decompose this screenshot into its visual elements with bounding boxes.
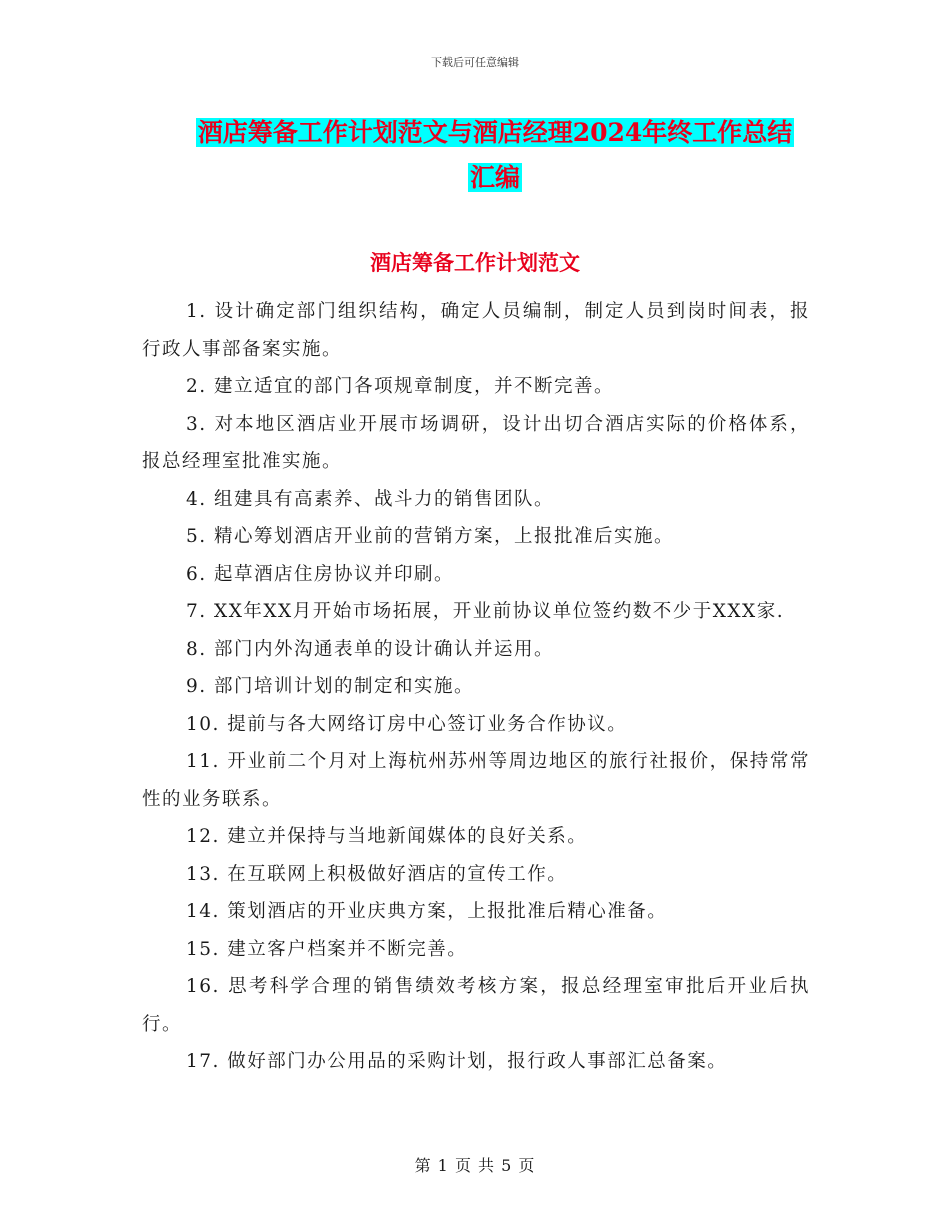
list-item: 16. 思考科学合理的销售绩效考核方案，报总经理室审批后开业后执行。 [142, 976, 810, 1035]
list-item: 14. 策划酒店的开业庆典方案，上报批准后精心准备。 [186, 901, 668, 922]
header-note: 下载后可任意编辑 [431, 56, 519, 69]
list-item: 12. 建立并保持与当地新闻媒体的良好关系。 [186, 826, 588, 847]
plan-item-list [142, 293, 810, 1081]
list-item: 17. 做好部门办公用品的采购计划，报行政人事部汇总备案。 [186, 1051, 728, 1072]
list-item: 3. 对本地区酒店业开展市场调研，设计出切合酒店实际的价格体系，报总经理室批准实施。 [142, 413, 810, 472]
list-item: 11. 开业前二个月对上海杭州苏州等周边地区的旅行社报价，保持常常性的业务联系。 [142, 751, 810, 810]
title-line-2: 汇编 [469, 163, 520, 192]
page-footer: 第 1 页 共 5 页 [414, 1156, 536, 1175]
list-item: 7. XX年XX月开始市场拓展，开业前协议单位签约数不少于XXX家. [186, 601, 785, 622]
list-item: 9. 部门培训计划的制定和实施。 [186, 676, 475, 697]
title-line-1: 酒店筹备工作计划范文与酒店经理2024年终工作总结 [197, 118, 793, 147]
list-item: 15. 建立客户档案并不断完善。 [186, 938, 468, 960]
list-item: 8. 部门内外沟通表单的设计确认并运用。 [186, 638, 555, 660]
section-title: 酒店筹备工作计划范文 [370, 250, 580, 275]
list-item: 10. 提前与各大网络订房中心签订业务合作协议。 [186, 713, 628, 735]
list-item: 5. 精心筹划酒店开业前的营销方案，上报批准后实施。 [186, 526, 675, 547]
list-item: 1. 设计确定部门组织结构，确定人员编制，制定人员到岗时间表，报行政人事部备案实施。 [142, 301, 810, 360]
list-item: 2. 建立适宜的部门各项规章制度，并不断完善。 [186, 376, 615, 397]
list-item: 13. 在互联网上积极做好酒店的宣传工作。 [186, 863, 568, 885]
list-item: 4. 组建具有高素养、战斗力的销售团队。 [186, 488, 555, 510]
list-item: 6. 起草酒店住房协议并印刷。 [186, 563, 455, 585]
document-title [140, 110, 850, 200]
